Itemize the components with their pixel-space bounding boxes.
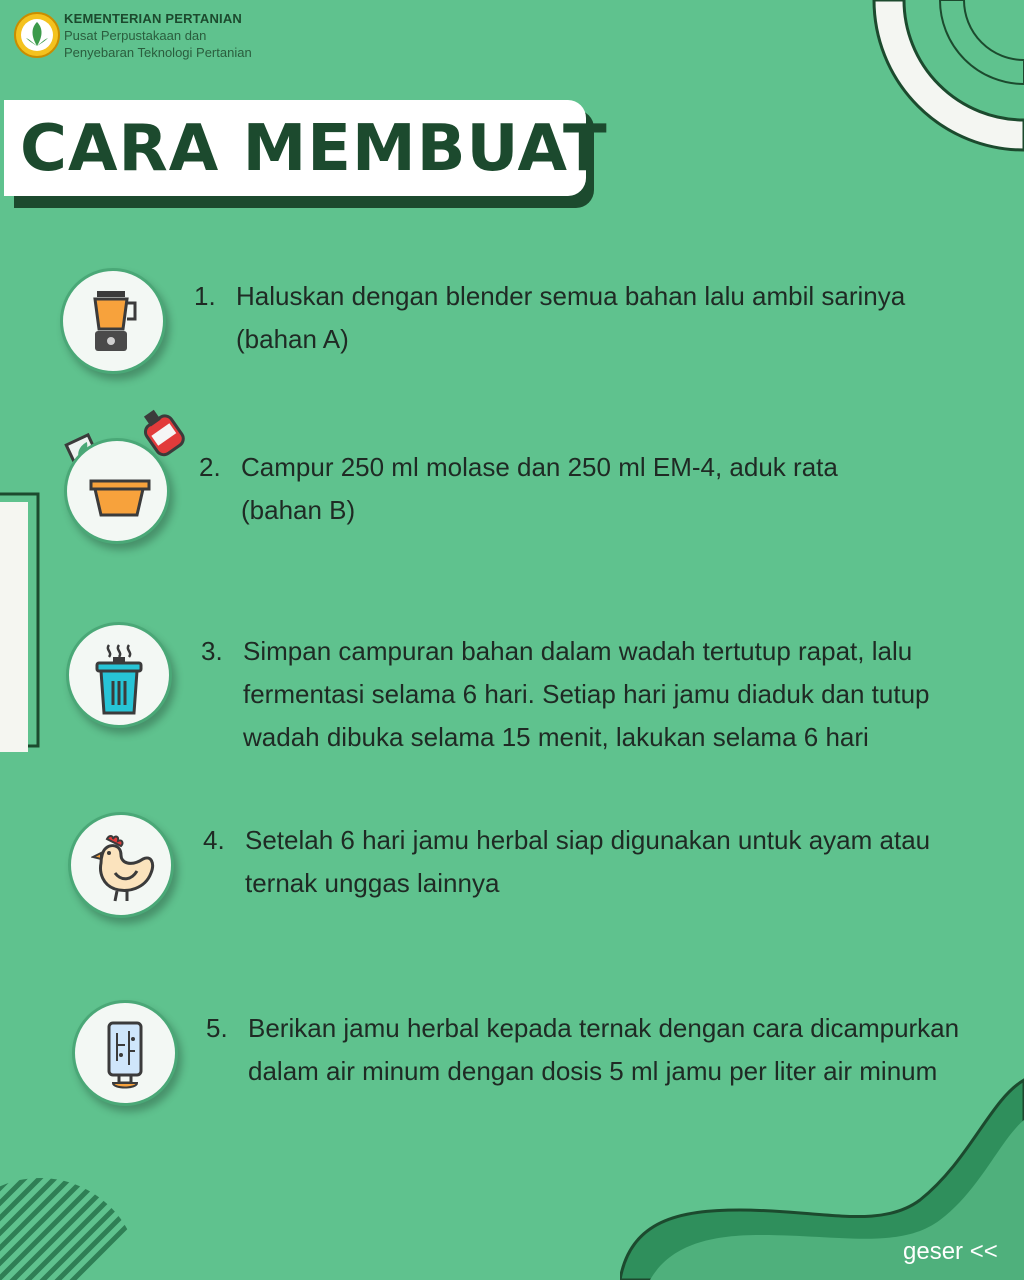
step-3 xyxy=(201,630,1001,759)
step-3-icon-circle xyxy=(66,622,172,728)
step-4-number: 4. xyxy=(203,825,225,855)
step-5 xyxy=(206,1007,996,1093)
mixing-bowl-icon xyxy=(87,459,151,519)
step-2 xyxy=(199,446,979,532)
page-title: CARA MEMBUAT xyxy=(20,112,608,186)
container-icon xyxy=(89,643,149,719)
swipe-hint-link[interactable]: geser << xyxy=(903,1238,998,1265)
step-1-number: 1. xyxy=(194,281,216,311)
step-5-text: Berikan jamu herbal kepada ternak dengan cara dicampurkan dalam air minum dengan dosis 5 ml jamu per liter air minum xyxy=(248,1013,960,1086)
decorative-hatch xyxy=(0,1168,140,1280)
org-line-3: Penyebaran Teknologi Pertanian xyxy=(64,45,252,60)
blender-icon xyxy=(83,289,143,355)
step-1 xyxy=(194,275,974,361)
ministry-emblem-icon xyxy=(14,12,60,58)
step-3-text: Simpan campuran bahan dalam wadah tertutup rapat, lalu fermentasi selama 6 hari. Setiap hari jamu diaduk dan tutup wadah dibuka selama 15 menit, lakukan selama 6 hari xyxy=(243,636,930,752)
step-4 xyxy=(203,819,983,905)
organization-name xyxy=(64,10,252,61)
step-5-icon-circle xyxy=(72,1000,178,1106)
step-3-number: 3. xyxy=(201,636,223,666)
chicken-icon xyxy=(91,833,155,903)
step-4-text: Setelah 6 hari jamu herbal siap digunakan untuk ayam atau ternak unggas lainnya xyxy=(245,825,931,898)
step-1-text: Haluskan dengan blender semua bahan lalu ambil sarinya (bahan A) xyxy=(236,281,906,354)
step-4-icon-circle xyxy=(68,812,174,918)
step-2-text: Campur 250 ml molase dan 250 ml EM-4, aduk rata (bahan B) xyxy=(241,452,838,525)
org-line-2: Pusat Perpustakaan dan xyxy=(64,28,207,43)
step-2-number: 2. xyxy=(199,452,221,482)
decorative-side-panel xyxy=(0,490,42,755)
step-2-icon-circle xyxy=(64,438,170,544)
water-dispenser-icon xyxy=(95,1021,155,1093)
step-1-icon-circle xyxy=(60,268,166,374)
org-line-1: KEMENTERIAN PERTANIAN xyxy=(64,11,243,26)
decorative-arc xyxy=(860,0,1024,160)
step-5-number: 5. xyxy=(206,1013,228,1043)
